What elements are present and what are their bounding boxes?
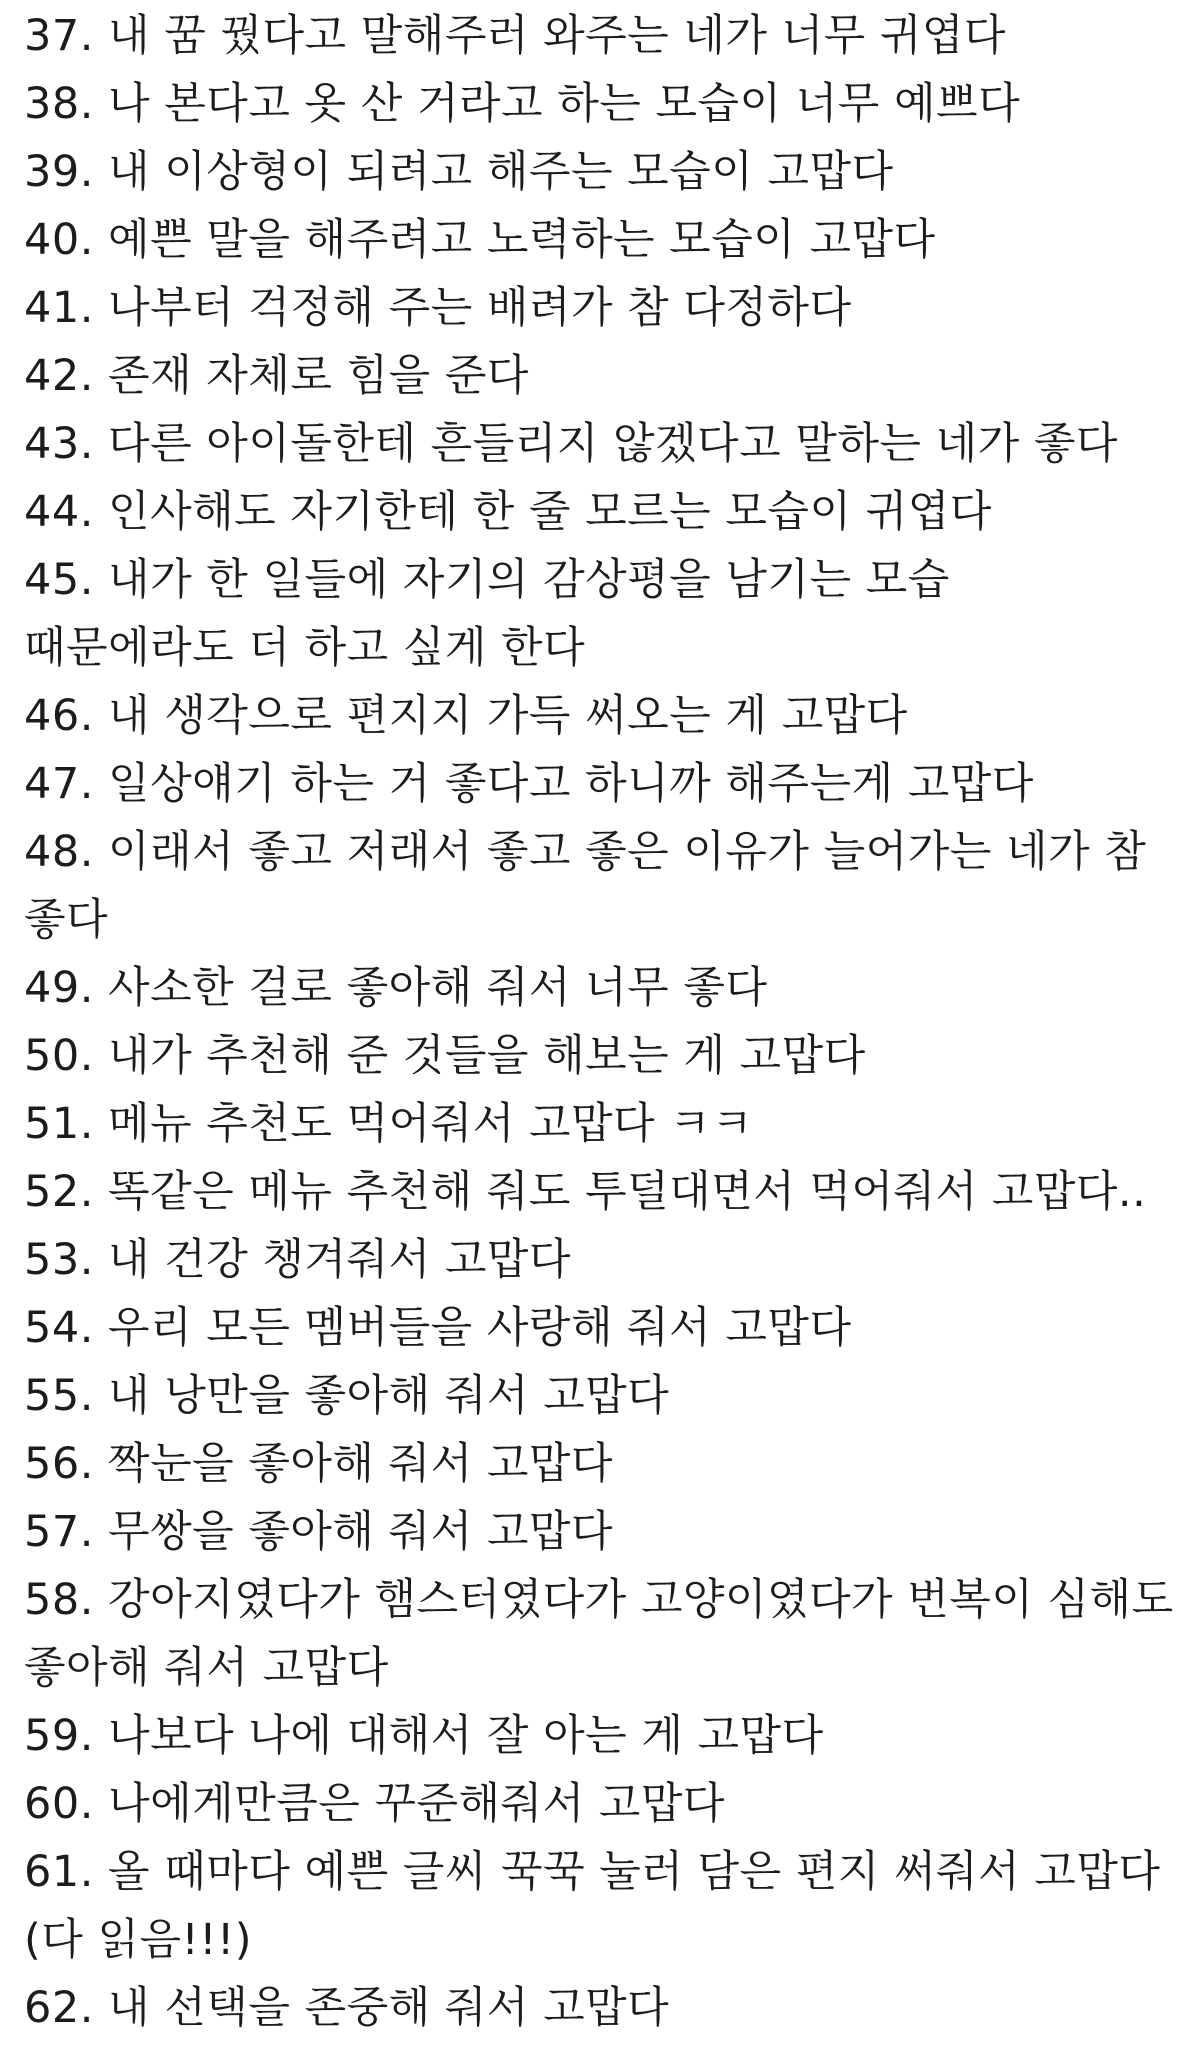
list-item: 59. 나보다 나에 대해서 잘 아는 게 고맙다 — [24, 1711, 824, 1761]
list-item: 46. 내 생각으로 편지지 가득 써오는 게 고맙다 — [24, 691, 908, 741]
list-item: 51. 메뉴 추천도 먹어줘서 고맙다 ㅋㅋ — [24, 1099, 754, 1149]
list-item: 47. 일상얘기 하는 거 좋다고 하니까 해주는게 고맙다 — [24, 759, 1034, 809]
list-item: 41. 나부터 걱정해 주는 배려가 참 다정하다 — [24, 283, 852, 333]
list-item: 45. 내가 한 일들에 자기의 감상평을 남기는 모습 때문에라도 더 하고 싶게 한다 — [24, 555, 950, 673]
list-item: 56. 짝눈을 좋아해 줘서 고맙다 — [24, 1439, 613, 1489]
list-item: 60. 나에게만큼은 꾸준해줘서 고맙다 — [24, 1779, 725, 1829]
list-item: 50. 내가 추천해 준 것들을 해보는 게 고맙다 — [24, 1031, 866, 1081]
list-item: 40. 예쁜 말을 해주려고 노력하는 모습이 고맙다 — [24, 215, 936, 265]
list-item: 55. 내 낭만을 좋아해 줘서 고맙다 — [24, 1371, 670, 1421]
list-item: 44. 인사해도 자기한테 한 줄 모르는 모습이 귀엽다 — [24, 487, 992, 537]
list-item: 61. 올 때마다 예쁜 글씨 꾹꾹 눌러 담은 편지 써줘서 고맙다 (다 읽음!!!) — [24, 1847, 1161, 1965]
note-list — [24, 2, 1174, 2042]
list-item: 49. 사소한 걸로 좋아해 줘서 너무 좋다 — [24, 963, 768, 1013]
list-item: 53. 내 건강 챙겨줘서 고맙다 — [24, 1235, 571, 1285]
list-item: 42. 존재 자체로 힘을 준다 — [24, 351, 529, 401]
list-item: 37. 내 꿈 꿨다고 말해주러 와주는 네가 너무 귀엽다 — [24, 11, 1006, 61]
list-item: 57. 무쌍을 좋아해 줘서 고맙다 — [24, 1507, 613, 1557]
list-item: 48. 이래서 좋고 저래서 좋고 좋은 이유가 늘어가는 네가 참 좋다 — [24, 827, 1147, 945]
list-item: 43. 다른 아이돌한테 흔들리지 않겠다고 말하는 네가 좋다 — [24, 419, 1118, 469]
list-item: 38. 나 본다고 옷 산 거라고 하는 모습이 너무 예쁘다 — [24, 79, 1021, 129]
list-item: 54. 우리 모든 멤버들을 사랑해 줘서 고맙다 — [24, 1303, 852, 1353]
list-item: 52. 똑같은 메뉴 추천해 줘도 투덜대면서 먹어줘서 고맙다.. — [24, 1167, 1147, 1217]
list-item: 62. 내 선택을 존중해 줘서 고맙다 — [24, 1983, 670, 2033]
list-item: 58. 강아지였다가 햄스터였다가 고양이였다가 번복이 심해도 좋아해 줘서 고맙다 — [24, 1575, 1174, 1693]
list-item: 39. 내 이상형이 되려고 해주는 모습이 고맙다 — [24, 147, 894, 197]
